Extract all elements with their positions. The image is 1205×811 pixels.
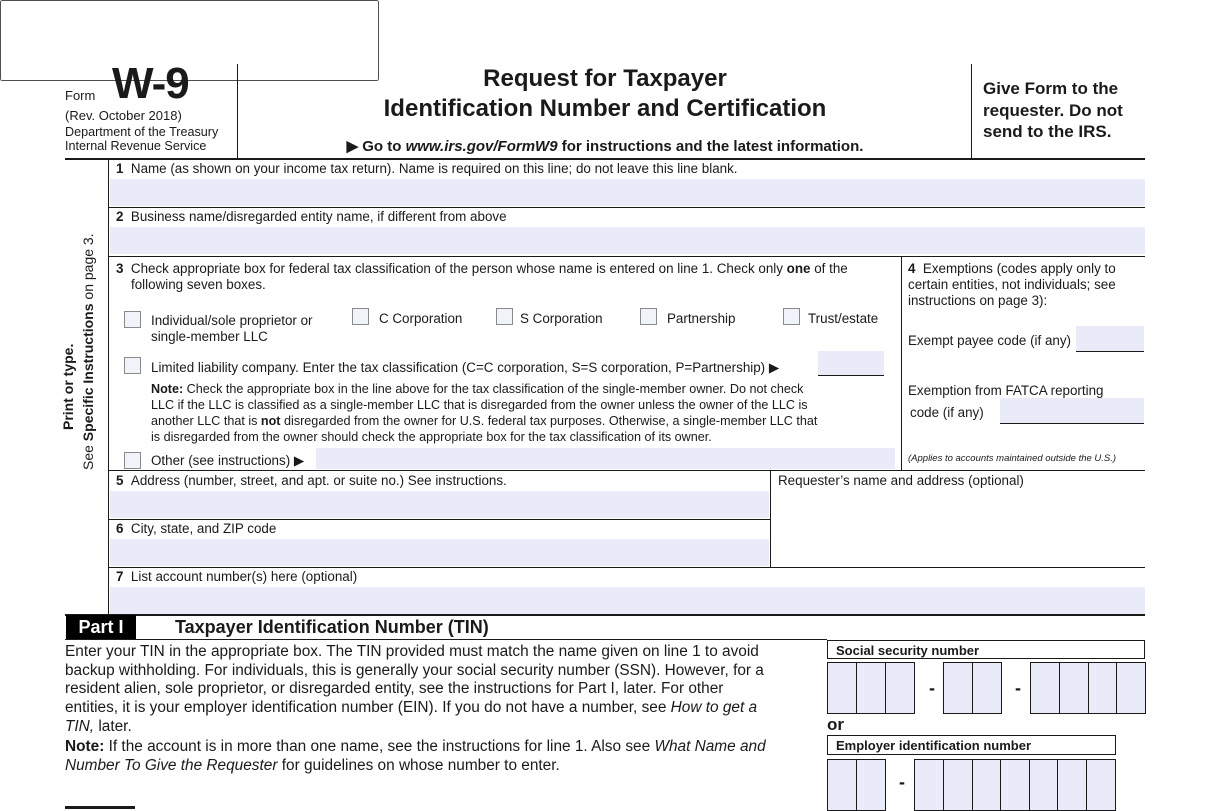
line3-label: 3 Check appropriate box for federal tax classification of the person whose name is entered on line 1. Check only one of the xyxy=(116,261,848,276)
requester-label: Requester’s name and address (optional) xyxy=(778,473,1024,488)
trust-checkbox[interactable] xyxy=(783,308,800,325)
c-corp-label: C Corporation xyxy=(379,311,463,326)
c-corp-checkbox[interactable] xyxy=(352,308,369,325)
line2-label: 2 Business name/disregarded entity name, if different from above xyxy=(116,209,507,224)
name-input[interactable] xyxy=(110,179,1145,206)
part1-title: Taxpayer Identification Number (TIN) xyxy=(175,617,489,637)
other-checkbox[interactable] xyxy=(124,452,141,469)
form-title xyxy=(240,64,970,124)
irs-url-link[interactable]: www.irs.gov/FormW9 xyxy=(405,138,558,155)
revision-date: (Rev. October 2018) xyxy=(65,108,182,123)
sidebar-line1: Print or type. xyxy=(60,343,76,430)
line1-label: 1 Name (as shown on your income tax return). Name is required on this line; do not leave this line blank. xyxy=(116,161,738,176)
line6-label: 6 City, state, and ZIP code xyxy=(116,521,277,536)
s-corp-checkbox[interactable] xyxy=(496,308,513,325)
form-title-line1: Request for Taxpayer xyxy=(483,65,727,92)
print-or-type-sidebar xyxy=(58,170,98,470)
llc-classification-input[interactable] xyxy=(818,351,884,376)
llc-label: Limited liability company. Enter the tax classification (C=C corporation, S=S corporation, P=Partnership) ▶ xyxy=(151,360,780,375)
ssn-group-1[interactable] xyxy=(827,662,915,714)
department: Department of the Treasury xyxy=(65,125,219,139)
other-label: Other (see instructions) ▶ xyxy=(151,453,305,468)
ssn-group-2[interactable] xyxy=(943,662,1002,714)
partnership-checkbox[interactable] xyxy=(640,308,657,325)
address-input[interactable] xyxy=(110,491,769,518)
ssn-group-3[interactable] xyxy=(1030,662,1146,714)
city-state-zip-input[interactable] xyxy=(110,539,769,566)
individual-checkbox[interactable] xyxy=(124,311,141,328)
line5-label: 5 Address (number, street, and apt. or suite no.) See instructions. xyxy=(116,473,507,488)
business-name-input[interactable] xyxy=(110,227,1145,254)
exempt-payee-label: Exempt payee code (if any) xyxy=(908,333,1072,348)
ssn-dash-1: - xyxy=(929,678,935,698)
line3-label-cont: following seven boxes. xyxy=(131,277,266,292)
part1-note: Note: If the account is in more than one name, see the instructions for line 1. Also see What Name and Number To Give the Requester for guidelines on whose number to enter. xyxy=(65,738,766,774)
goto-instructions: ▶ Go to www.irs.gov/FormW9 for instructions and the latest information. xyxy=(346,138,864,155)
llc-note: Note: Check the appropriate box in the line above for the tax classification of the single-member owner. Do not check LLC if the LLC is classified as a single-member LLC that is disregarded from the owner unless the owner of the LLC is another LLC that is not disregarded from the owner for U.S. federal tax purposes. Otherwise, a single-member LLC that is disregarded from the owner should check the appropriate box for the tax classification of its owner. xyxy=(151,382,818,444)
fatca-label-2: code (if any) xyxy=(910,405,984,420)
ssn-label: Social security number xyxy=(827,640,1145,659)
s-corp-label: S Corporation xyxy=(520,311,603,326)
form-word: Form xyxy=(65,88,96,103)
fatca-code-input[interactable] xyxy=(1000,398,1144,424)
form-title-line2: Identification Number and Certification xyxy=(383,95,827,122)
individual-label-2: single-member LLC xyxy=(151,329,268,344)
fatca-label-1: Exemption from FATCA reporting xyxy=(908,383,1104,398)
ssn-dash-2: - xyxy=(1015,678,1021,698)
account-numbers-input[interactable] xyxy=(110,587,1145,614)
sidebar-line2: See Specific Instructions on page 3. xyxy=(80,233,96,470)
part1-label: Part I xyxy=(66,615,136,639)
give-form-notice: Give Form to the requester. Do not send to the IRS. xyxy=(983,79,1123,141)
part1-instructions: Enter your TIN in the appropriate box. The TIN provided must match the name given on line 1 to avoid backup withholding. For individuals, this is generally your social security number (SSN). However, for a resident alien, sole proprietor, or disregarded entity, see the instructions for Part I, later. For other entities, it is your employer identification number (EIN). If you do not have a number, see How to get a TIN, later. xyxy=(65,643,764,735)
other-input[interactable] xyxy=(316,448,895,469)
line7-label: 7 List account number(s) here (optional) xyxy=(116,569,358,584)
or-label: or xyxy=(827,715,844,734)
ein-group-1[interactable] xyxy=(827,759,886,811)
trust-label: Trust/estate xyxy=(808,311,879,326)
exemptions-label: 4 Exemptions (codes apply only to certain entities, not individuals; see instructions on page 3): xyxy=(908,261,1116,308)
llc-checkbox[interactable] xyxy=(124,357,141,374)
irs-name: Internal Revenue Service xyxy=(65,139,207,153)
ein-group-2[interactable] xyxy=(914,759,1116,811)
form-number: W-9 xyxy=(112,59,189,108)
individual-label-1: Individual/sole proprietor or xyxy=(151,313,313,328)
partnership-label: Partnership xyxy=(667,311,736,326)
fatca-applies-note: (Applies to accounts maintained outside the U.S.) xyxy=(908,453,1117,464)
ein-label: Employer identification number xyxy=(827,735,1116,755)
ein-dash: - xyxy=(899,772,905,792)
exempt-payee-input[interactable] xyxy=(1076,326,1144,352)
